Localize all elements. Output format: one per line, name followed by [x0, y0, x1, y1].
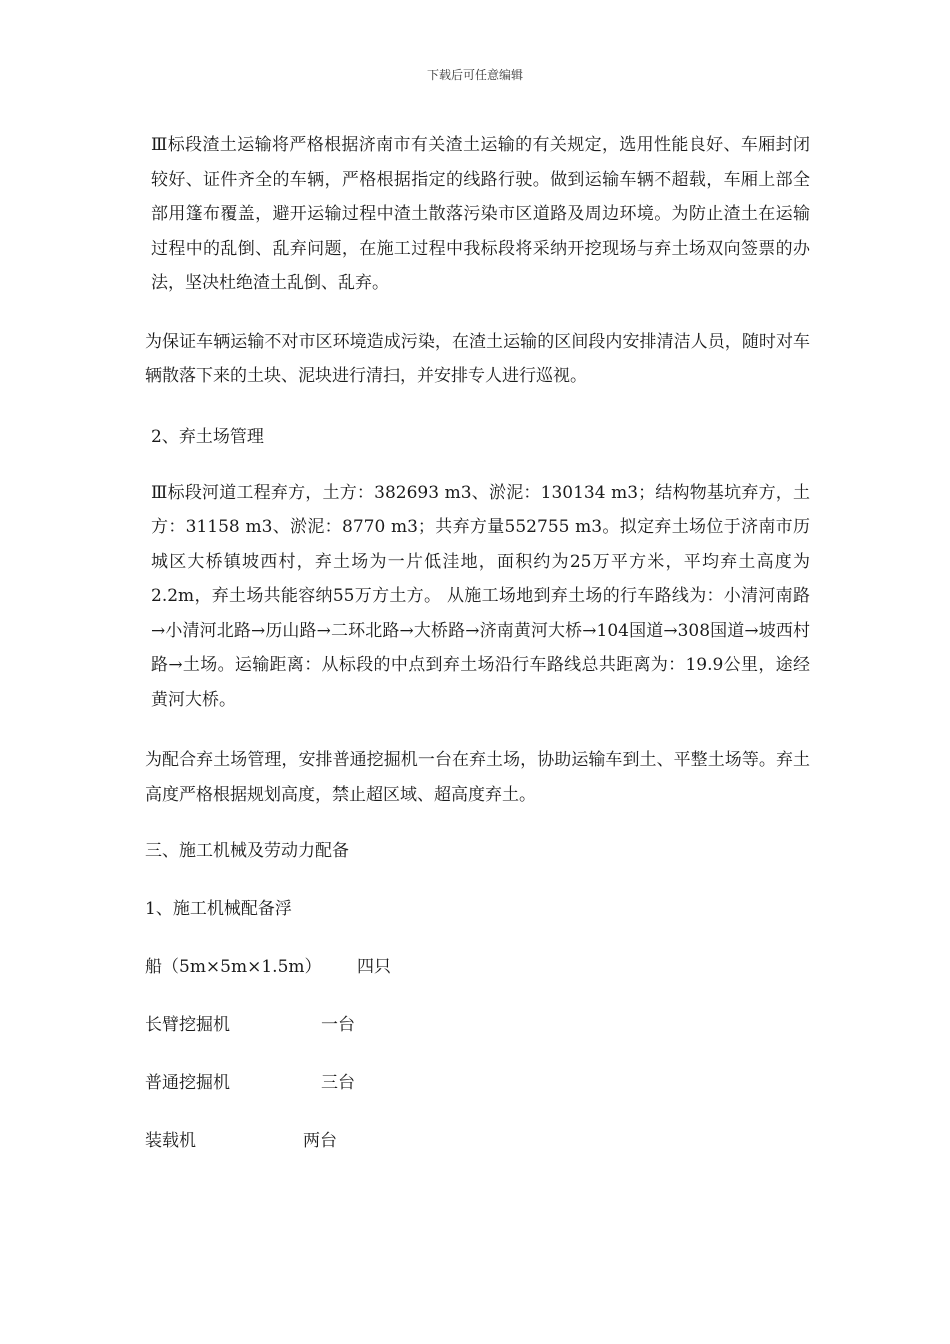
section-heading-machinery-labor: 三、施工机械及劳动力配备	[145, 841, 349, 861]
section-heading-spoil-management: 2、弃土场管理	[151, 426, 264, 447]
equipment-quantity: 三台	[321, 1073, 355, 1093]
equipment-name: 船（5m×5m×1.5m）	[145, 957, 322, 977]
paragraph-cleaning: 为保证车辆运输不对市区环境造成污染，在渣土运输的区间段内安排清洁人员，随时对车辆散落下来的土块、泥块进行清扫，并安排专人进行巡视。	[145, 331, 810, 386]
paragraph-spoil-coordination: 为配合弃土场管理，安排普通挖掘机一台在弃土场，协助运输车到土、平整土场等。弃土高度严格根据规划高度，禁止超区域、超高度弃土。	[145, 750, 810, 805]
document-body	[145, 120, 810, 1158]
section-heading-machinery: 1、施工机械配备浮	[145, 899, 292, 919]
equipment-quantity: 一台	[321, 1015, 355, 1035]
equipment-name: 装载机	[145, 1131, 196, 1151]
paragraph-transport-rules: Ⅲ标段渣土运输将严格根据济南市有关渣土运输的有关规定，选用性能良好、车厢封闭较好、证件齐全的车辆，严格根据指定的线路行驶。做到运输车辆不超载，车厢上部全部用篷布覆盖，避开运输过程中渣土散落污染市区道路及周边环境。为防止渣土在运输过程中的乱倒、乱弃问题，在施工过程中我标段将采纳开挖现场与弃土场双向签票的办法，坚决杜绝渣土乱倒、乱弃。	[151, 135, 810, 293]
page-header: 下载后可任意编辑	[426, 68, 523, 82]
paragraph-spoil-volume: Ⅲ标段河道工程弃方，土方：382693 m3、淤泥：130134 m3；结构物基坑弃方，土方：31158 m3、淤泥：8770 m3；共弃方量552755 m3。拟定弃土场位于济南市历城区大桥镇坡西村，弃土场为一片低洼地，面积约为25万平方米，平均弃土高度为2.2m，弃土场共能容纳55万方土方。 从施工场地到弃土场的行车路线为：小清河南路→小清河北路→历山路→二环北路→大桥路→济南黄河大桥→104国道→308国道→坡西村路→土场。运输距离：从标段的中点到弃土场沿行车路线总共距离为：19.9公里，途经黄河大桥。	[151, 482, 810, 710]
equipment-quantity: 两台	[303, 1131, 337, 1151]
equipment-quantity: 四只	[357, 957, 391, 977]
equipment-row	[145, 950, 810, 984]
equipment-list	[145, 950, 810, 1158]
equipment-row	[145, 1008, 810, 1042]
equipment-name: 普通挖掘机	[145, 1073, 230, 1093]
equipment-row	[145, 1124, 810, 1158]
equipment-name: 长臂挖掘机	[145, 1015, 230, 1035]
equipment-row	[145, 1066, 810, 1100]
